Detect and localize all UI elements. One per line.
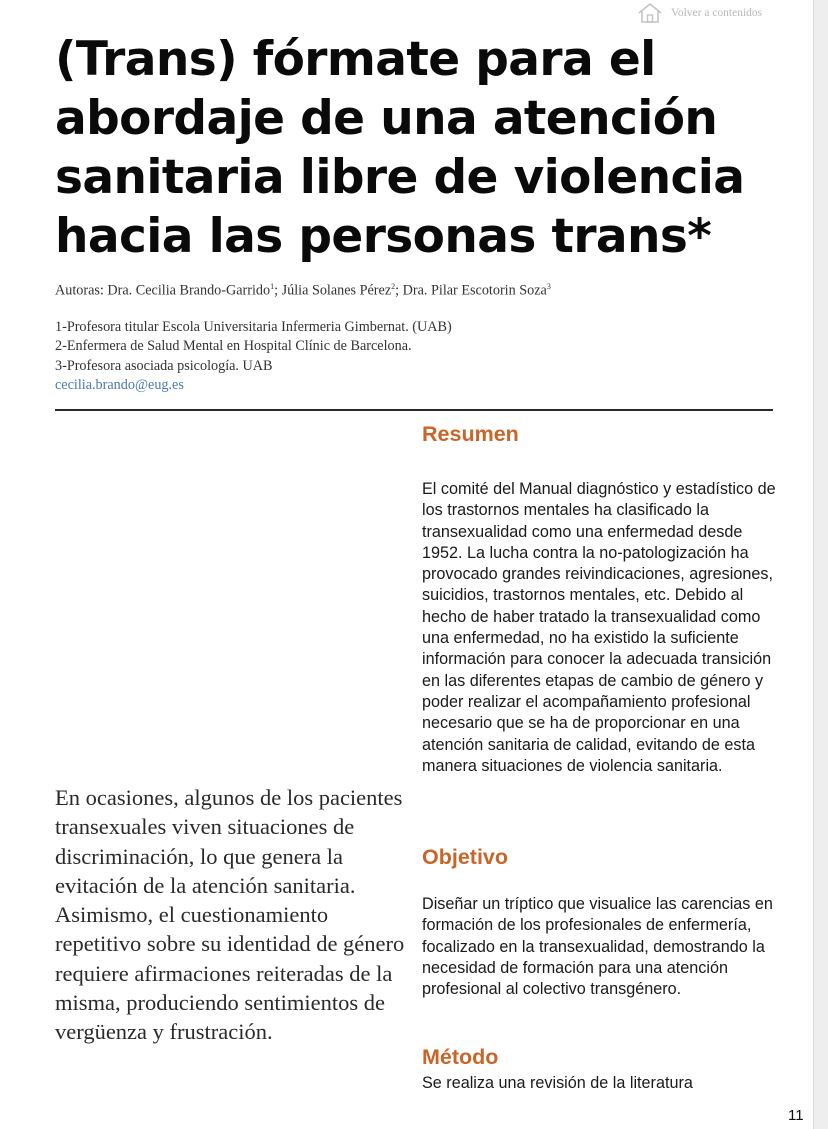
- affiliation-2: 2-Enfermera de Salud Mental en Hospital Clínic de Barcelona.: [55, 338, 412, 355]
- author-text-2: ; Júlia Solanes Pérez: [274, 282, 392, 299]
- affiliation-3: 3-Profesora asociada psicología. UAB: [55, 357, 273, 374]
- resumen-body: El comité del Manual diagnóstico y estadístico de los trastornos mentales ha clasificado la transexualidad como una enfermedad desde 1952. La lucha contra la no-patologización ha provocado grandes reivindicaciones, agresiones, suicidios, trastornos mentales, etc. Debido al hecho de haber tratado la transexualidad como una enfermedad, no ha existido la suficiente información para conocer la adecuada transición en las diferentes etapas de cambio de género y poder realizar el acompañamiento profesional necesario que se ha de proporcionar en una atención sanitaria de calidad, evitando de esta manera situaciones de violencia sanitaria.: [422, 480, 776, 775]
- author-text-3: ; Dra. Pilar Escotorin Soza: [395, 282, 547, 299]
- article-title: (Trans) fórmate para el abordaje de una atención sanitaria libre de violencia hacia las personas trans*: [55, 32, 745, 264]
- page-number: 11: [788, 1107, 804, 1124]
- author-sup-1: 1: [270, 282, 275, 291]
- page-edge: [813, 0, 828, 1129]
- back-to-contents-link[interactable]: [637, 2, 762, 24]
- metodo-body: Se realiza una revisión de la literatura: [422, 1074, 693, 1092]
- section-divider: [55, 409, 773, 411]
- affiliation-1: 1-Profesora titular Escola Universitaria Infermeria Gimbernat. (UAB): [55, 319, 452, 335]
- resumen-heading: Resumen: [422, 422, 519, 446]
- back-link-label: Volver a contenidos: [671, 7, 763, 19]
- contact-email-link[interactable]: cecilia.brando@eug.es: [55, 376, 184, 393]
- author-sup-2: 2: [391, 282, 396, 291]
- objetivo-heading: Objetivo: [422, 845, 509, 869]
- author-text-1: Autoras: Dra. Cecilia Brando-Garrido: [55, 282, 271, 299]
- authors-line: [55, 278, 775, 300]
- author-sup-3: 3: [546, 282, 551, 291]
- metodo-heading: Método: [422, 1045, 499, 1069]
- objetivo-body: Diseñar un tríptico que visualice las carencias en formación de los profesionales de enfermería, focalizado en la transexualidad, demostrando la necesidad de formación para una atención profesional al colectivo transgénero.: [422, 895, 773, 999]
- home-icon: [637, 2, 663, 24]
- pull-quote: En ocasiones, algunos de los pacientes transexuales viven situaciones de discriminación, lo que genera la evitación de la atención sanitaria. Asimismo, el cuestionamiento repetitivo sobre su identidad de género requiere afirmaciones reiteradas de la misma, produciendo sentimientos de vergüenza y frustración.: [55, 785, 405, 1045]
- affiliations: [55, 318, 775, 395]
